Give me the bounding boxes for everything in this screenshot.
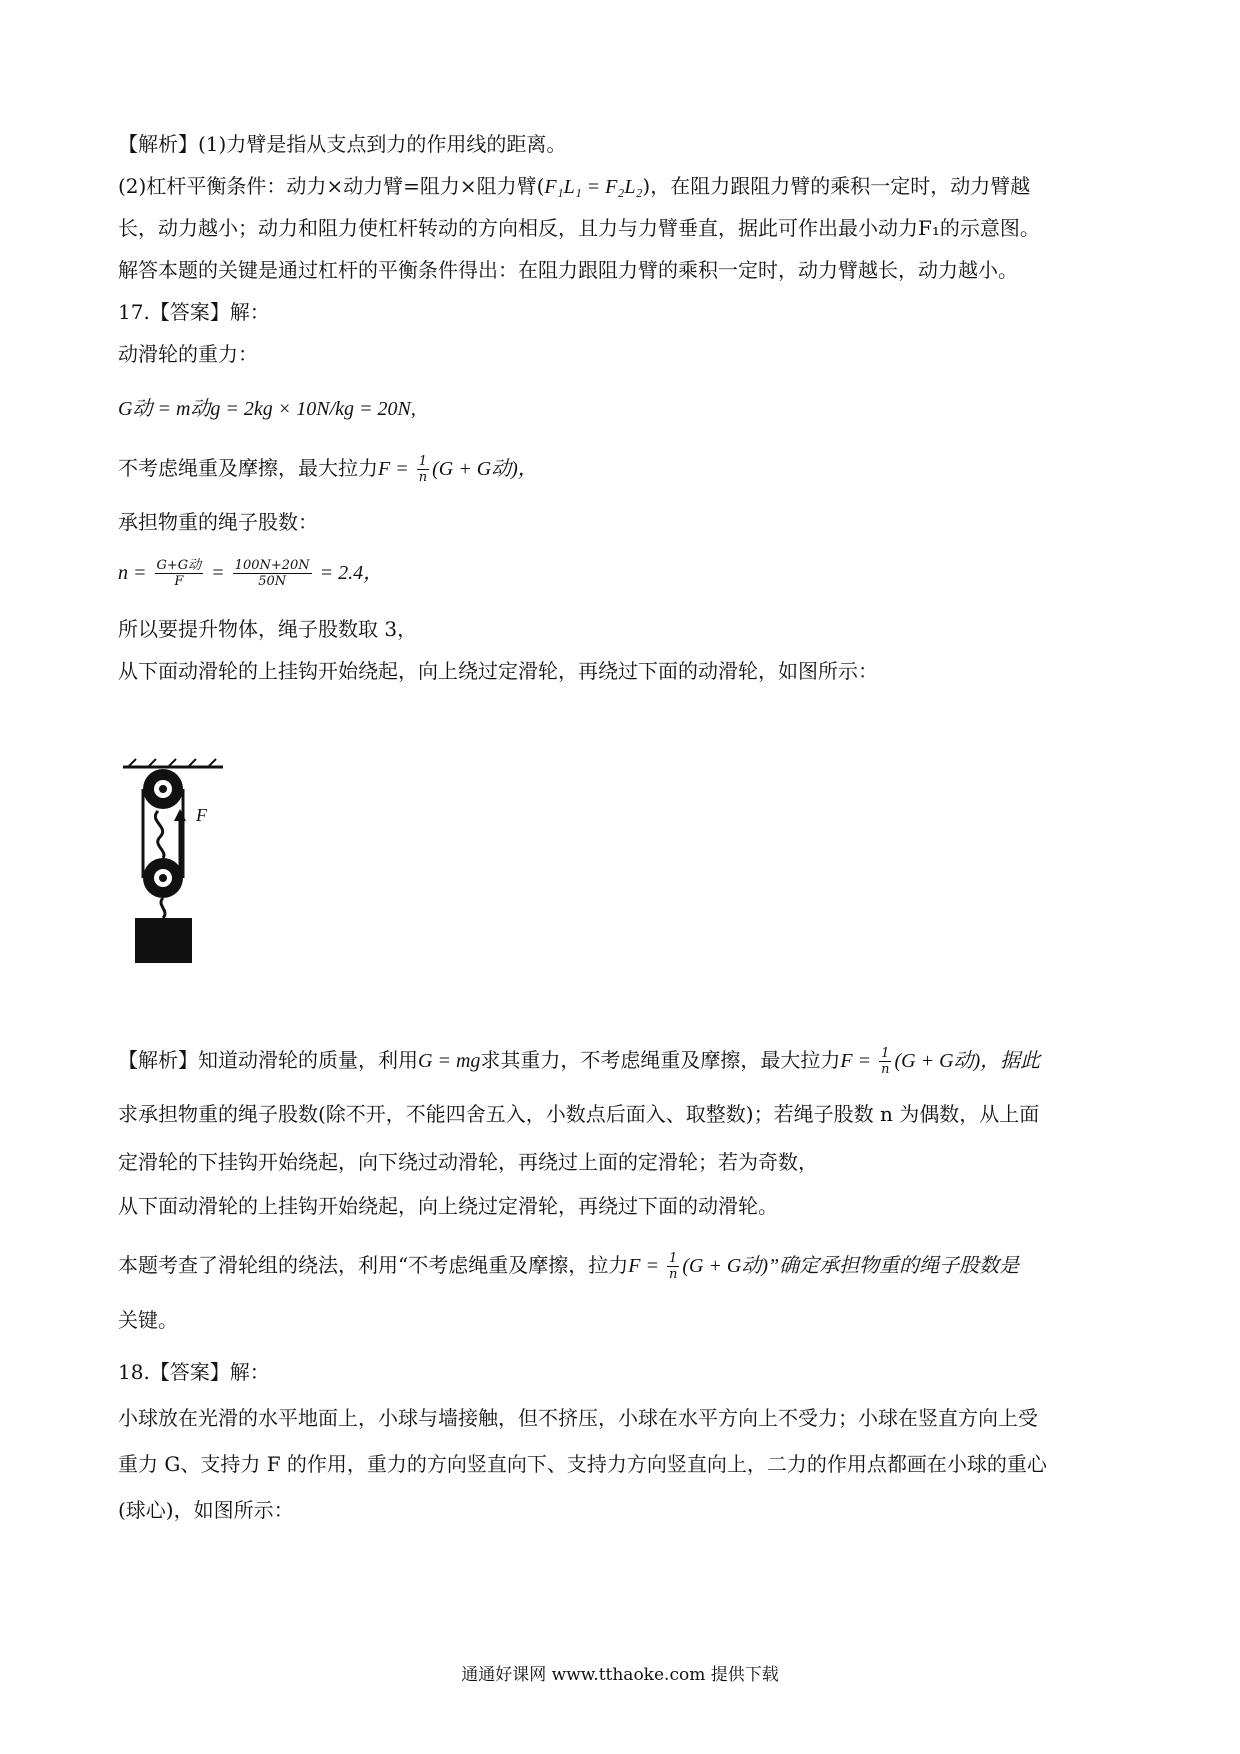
formula: F = (378, 458, 414, 480)
fraction (233, 558, 312, 589)
numerator: G+G动 (156, 558, 202, 573)
analysis-17-line2: 求承担物重的绳子股数(除不开，不能四舍五入，小数点后面入、取整数)；若绳子股数 n 为偶数，从上面 (118, 1102, 1040, 1126)
fraction (667, 1251, 679, 1282)
answer-18-line1: 小球放在光滑的水平地面上，小球与墙接触，但不挤压，小球在水平方向上不受力；小球在竖直方向上受 (118, 1406, 1038, 1430)
text: )，在阻力跟阻力臂的乘积一定时，动力臂越 (642, 174, 1031, 198)
denominator: F (174, 574, 184, 589)
analysis-16-line1: 【解析】(1)力臂是指从支点到力的作用线的距离。 (118, 132, 567, 156)
formula: F = (628, 1255, 664, 1277)
weight-block (135, 918, 192, 963)
formula-n (118, 558, 383, 589)
analysis-17-summary-end: 关键。 (118, 1308, 178, 1332)
answer-17-line: 所以要提升物体，绳子股数取 3， (118, 617, 418, 641)
formula: (G + G动)”确定承担物重的绳子股数是 (682, 1255, 1020, 1277)
formula: G = mg (418, 1050, 481, 1072)
formula: (G + G动)，据此 (894, 1050, 1041, 1072)
denominator: n (668, 1267, 678, 1282)
analysis-16-line2 (118, 172, 1030, 201)
answer-18-heading: 18.【答案】解： (118, 1360, 270, 1384)
text: (2)杠杆平衡条件：动力×动力臂=阻力×阻力臂( (118, 174, 545, 198)
answer-18-line3: (球心)，如图所示： (118, 1498, 294, 1522)
analysis-17-summary (118, 1251, 1019, 1282)
answer-18-line2: 重力 G、支持力 F 的作用，重力的方向竖直向下、支持力方向竖直向上，二力的作用点都画在小球的重心 (118, 1452, 1047, 1476)
ceiling (123, 759, 223, 767)
analysis-16-line3: 长，动力越小；动力和阻力使杠杆转动的方向相反，且力与力臂垂直，据此可作出最小动力F₁的示意图。 (118, 216, 1040, 240)
fraction (155, 558, 204, 589)
fraction (417, 454, 429, 485)
force-label: F (196, 805, 207, 825)
answer-17-max-force (118, 454, 538, 485)
numerator: 1 (417, 454, 429, 470)
text: 求其重力，不考虑绳重及摩擦，最大拉力 (480, 1048, 841, 1072)
formula: = (206, 562, 230, 584)
fraction (879, 1046, 891, 1077)
footer-credit: 通通好课网 www.tthaoke.com 提供下载 (461, 1665, 779, 1685)
analysis-17-line3: 定滑轮的下挂钩开始绕起，向下绕过动滑轮，再绕过上面的定滑轮；若为奇数， (118, 1150, 818, 1174)
formula: = 2.4， (314, 562, 384, 584)
numerator: 1 (879, 1046, 891, 1062)
answer-17-line: 动滑轮的重力： (118, 342, 258, 366)
denominator: n (881, 1062, 890, 1077)
pulley-diagram (118, 755, 233, 970)
text: 【解析】知道动滑轮的质量，利用 (118, 1048, 418, 1072)
text: 本题考查了滑轮组的绕法，利用“不考虑绳重及摩擦，拉力 (118, 1253, 629, 1277)
answer-17-line: 从下面动滑轮的上挂钩开始绕起，向上绕过定滑轮，再绕过下面的动滑轮，如图所示： (118, 659, 878, 683)
movable-pulley (143, 858, 183, 898)
denominator: n (418, 470, 428, 485)
analysis-17-line4: 从下面动滑轮的上挂钩开始绕起，向上绕过定滑轮，再绕过下面的动滑轮。 (118, 1194, 778, 1218)
text: 不考虑绳重及摩擦，最大拉力 (118, 456, 378, 480)
denominator: 50N (258, 574, 287, 589)
formula-g-dong: G动 = m动g = 2kg × 10N/kg = 20N, (118, 398, 416, 420)
analysis-16-line4: 解答本题的关键是通过杠杆的平衡条件得出：在阻力跟阻力臂的乘积一定时，动力臂越长，动力越小。 (118, 258, 1018, 282)
formula: F = (840, 1050, 877, 1072)
answer-17-heading: 17.【答案】解： (118, 300, 270, 324)
formula: (G + G动)， (432, 458, 538, 480)
answer-17-line: 承担物重的绳子股数： (118, 510, 318, 534)
fixed-pulley (143, 769, 183, 809)
lever-formula: F₁L₁ = F₂L₂ (544, 176, 643, 198)
analysis-17-line1 (118, 1046, 1040, 1077)
numerator: 1 (667, 1251, 679, 1267)
numerator: 100N+20N (234, 558, 310, 573)
formula: n = (118, 562, 152, 584)
